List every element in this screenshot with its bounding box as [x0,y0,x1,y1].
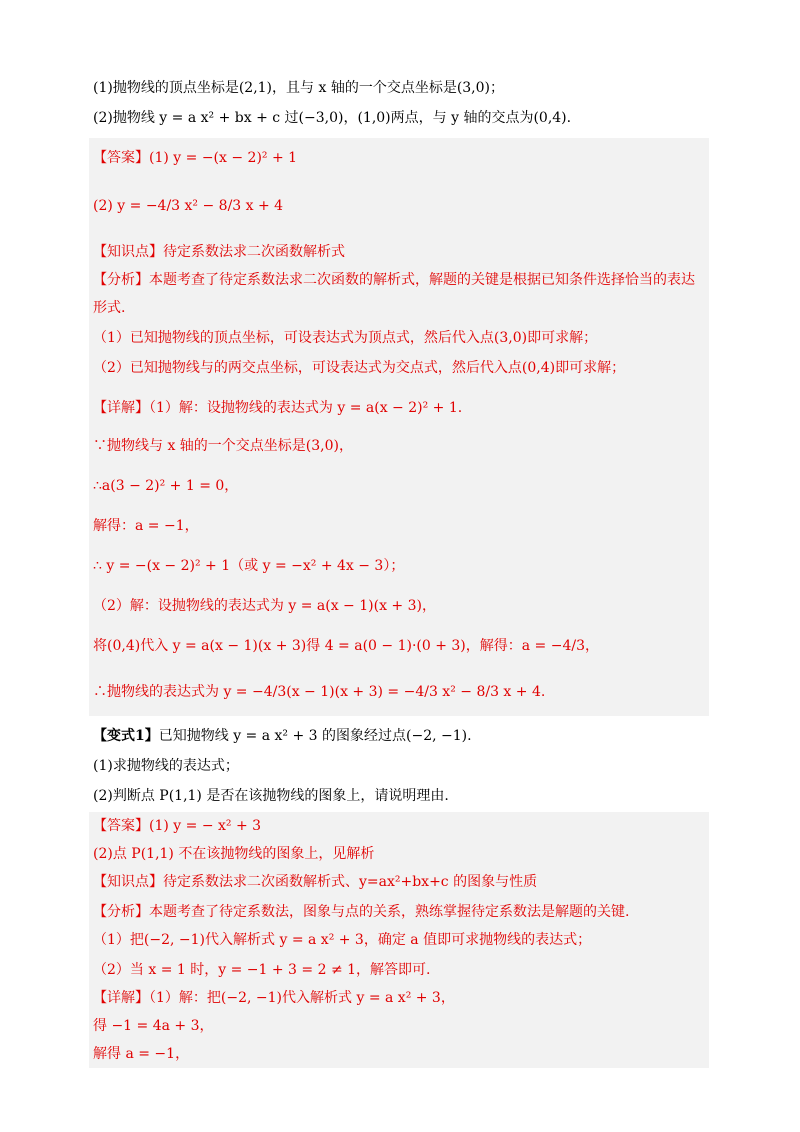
detail2-line-2: 得 −1 = 4a + 3， [93,1018,214,1034]
analysis-point-2: （2）已知抛物线与的两交点坐标，可设表达式为交点式，然后代入点(0,4)即可求解； [93,360,626,376]
answer-box-2 [89,812,709,1068]
knowledge-point: 【知识点】待定系数法求二次函数解析式 [93,244,345,260]
question-part-1: (1)抛物线的顶点坐标是(2,1)，且与 x 轴的一个交点坐标是(3,0)； [93,80,505,96]
detail-line-4: 解得：a = −1， [93,518,199,534]
analysis-2: 【分析】本题考查了待定系数法，图象与点的关系，熟练掌握待定系数法是解题的关键. [93,904,630,920]
detail-line-5: ∴ y = −(x − 2)² + 1（或 y = −x² + 4x − 3）； [93,558,405,574]
question-part-2: (2)抛物线 y = a x² + bx + c 过(−3,0)，(1,0)两点，与 y 轴的交点为(0,4). [93,110,572,126]
variant-part-1: (1)求抛物线的表达式； [93,758,239,774]
variant-question: 已知抛物线 y = a x² + 3 的图象经过点(−2, −1). [158,728,472,744]
detail-line-7: 将(0,4)代入 y = a(x − 1)(x + 3)得 4 = a(0 − 1)·(0 + 3)，解得：a = −4/3， [93,638,600,654]
knowledge-point-2: 【知识点】待定系数法求二次函数解析式、y=ax²+bx+c 的图象与性质 [93,874,538,890]
answer2-line-1: 【答案】(1) y = − x² + 3 [93,818,262,834]
detail-line-2: ∵抛物线与 x 轴的一个交点坐标是(3,0)， [93,438,353,454]
answer-line-2: (2) y = −4/3 x² − 8/3 x + 4 [93,198,284,214]
analysis-line-1: 【分析】本题考查了待定系数法求二次函数的解析式，解题的关键是根据已知条件选择恰当的表达 [93,272,695,288]
variant-part-2: (2)判断点 P(1,1) 是否在该抛物线的图象上，请说明理由. [93,788,449,804]
detail2-line-1: 【详解】（1）解：把(−2, −1)代入解析式 y = a x² + 3， [93,990,455,1006]
detail-line-8: ∴抛物线的表达式为 y = −4/3(x − 1)(x + 3) = −4/3 x² − 8/3 x + 4. [93,684,546,700]
analysis-point-1: （1）已知抛物线的顶点坐标，可设表达式为顶点式，然后代入点(3,0)即可求解； [93,330,598,346]
analysis2-point-2: （2）当 x = 1 时，y = −1 + 3 = 2 ≠ 1，解答即可. [93,962,431,978]
variant-title: 【变式1】 [93,728,159,744]
detail2-line-3: 解得 a = −1， [93,1046,190,1062]
analysis-line-2: 形式. [93,300,126,316]
variant-title-line [93,726,472,746]
answer-line-1: 【答案】(1) y = −(x − 2)² + 1 [93,150,298,166]
detail-line-1: 【详解】（1）解：设抛物线的表达式为 y = a(x − 2)² + 1. [93,400,463,416]
analysis2-point-1: （1）把(−2, −1)代入解析式 y = a x² + 3，确定 a 值即可求抛物线的表达式； [93,932,592,948]
answer2-line-2: (2)点 P(1,1) 不在该抛物线的图象上，见解析 [93,846,375,862]
answer-box-1 [89,138,709,716]
detail-line-6: （2）解：设抛物线的表达式为 y = a(x − 1)(x + 3)， [93,598,436,614]
detail-line-3: ∴a(3 − 2)² + 1 = 0， [93,478,239,494]
